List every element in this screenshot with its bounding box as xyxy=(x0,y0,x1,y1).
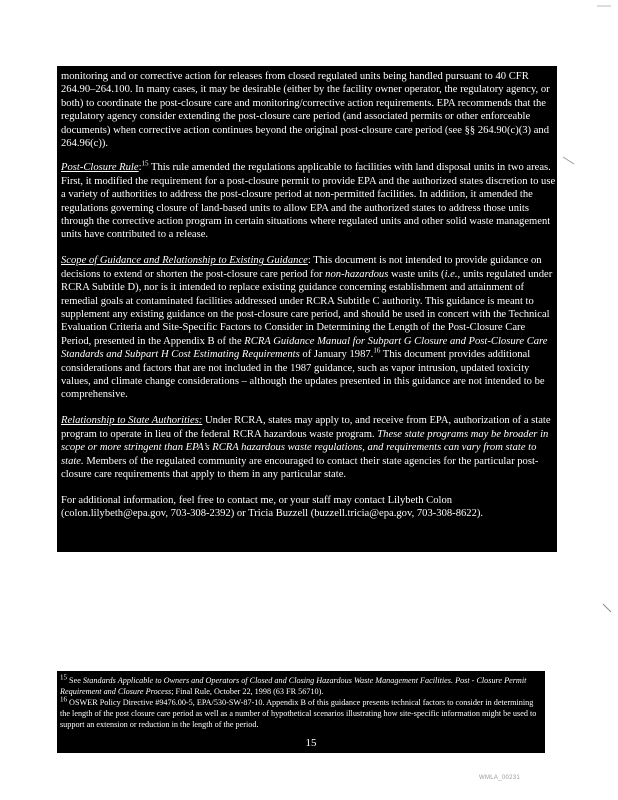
scan-speck xyxy=(601,602,613,614)
footnote-ref-16[interactable]: 16 xyxy=(373,346,381,355)
state-authorities-paragraph: Relationship to State Authorities: Under RCRA, states may apply to, and receive from EPA, authorization of a state program to operate in lieu of the federal RCRA hazardous waste program. These state programs may be broader in scope or more stringent than EPA’s RCRA hazardous waste regulations, and requirements can vary from state to state. Members of the regulated community are encouraged to contact their state agencies for the particular post-closure care requirements that apply to them in any particular state. xyxy=(61,415,551,480)
state-authorities-heading: Relationship to State Authorities: xyxy=(61,415,203,427)
page-number: 15 xyxy=(305,737,317,749)
post-closure-rule-paragraph: Post-Closure Rule:$^{15}$ This rule amended the regulations applicable to facilities with land disposal units in two areas. First, it modified the requirement for a post-closure permit to provide EPA and the authorized states discretion to use a variety of authorities to address the post-closure period at non-permitted facilities. In addition, it amended the regulations governing closure of land-based units to allow EPA and the authorized states to address those units through the corrective action program in certain situations where regulated units and other solid waste management units have contributed to a release. xyxy=(61,159,556,241)
footnote-15: $^{15}$ See Standards Applicable to Owners and Operators of Closed and Closing Hazardous Waste Management Facilities. Post - Closure Permit Requirement and Closure Process; Final Rule, October 22, 1998 (63 FR 56710). xyxy=(60,673,527,696)
contact-paragraph: For additional information, feel free to contact me, or your staff may contact Lilybeth Colon (colon.lilybeth@epa.gov, 703-308-2392) or Tricia Buzzell (buzzell.tricia@epa.gov, 703-308-8622). xyxy=(61,494,484,520)
scope-heading: Scope of Guidance and Relationship to Existing Guidance xyxy=(61,255,308,267)
main-text-block xyxy=(57,66,557,552)
continuation-paragraph: monitoring and or corrective action for releases from closed regulated units being handled pursuant to 40 CFR 264.90–264.100. In many cases, it may be desirable (either by the facility owner operator, the regulatory agency, or both) to coordinate the post-closure care and monitoring/corrective action requirements. EPA recommends that the regulatory agency consider extending the post-closure care period (and associated permits or other enforceable documents) when corrective action continues beyond the original post-closure care period (see §§ 264.90(c)(3) and 264.96(c)). xyxy=(61,71,550,150)
scan-speck xyxy=(562,156,576,166)
post-closure-rule-heading: Post-Closure Rule xyxy=(61,162,139,174)
bates-number: WMLA_00231 xyxy=(479,775,521,781)
scan-speck xyxy=(597,4,611,8)
scope-paragraph: Scope of Guidance and Relationship to Existing Guidance: This document is not intended to provide guidance on decisions to extend or shorten the post-closure care period for non-hazardous waste units (i.e., units regulated under RCRA Subtitle D), nor is it intended to replace existing guidance concerning establishment and attainment of remedial goals at contaminated facilities addressed under RCRA Subtitle C authority. This guidance is meant to supplement any existing guidance on the post-closure care period, and should be used in concert with the Technical Evaluation Criteria and Site-Specific Factors to Consider in Determining the Length of the Post-Closure Care Period, presented in the Appendix B of the RCRA Guidance Manual for Subpart G Closure and Post-Closure Care Standards and Subpart H Cost Estimating Requirements of January 1987.16 This document provides additional considerations and factors that are not included in the 1987 guidance, such as vapor intrusion, updated toxicity values, and climate change considerations – although the updates presented in this guidance are not intended to be comprehensive. xyxy=(61,255,553,401)
guidance-manual-title: RCRA Guidance Manual for Subpart G Closure and Post-Closure Care Standards and Subpart H Cost Estimating Requirements xyxy=(61,335,548,361)
footnote-ref-15[interactable]: 15 xyxy=(141,159,149,168)
footnote-16: $^{16}$ OSWER Policy Directive #9476.00-5, EPA/530-SW-87-10. Appendix B of this guidance presents technical factors to consider in determining the length of the post closure care period as well as a number of hypothetical scenarios illustrating how site-specific information might be used to support an extension or reduction in the length of the period. xyxy=(60,695,537,729)
